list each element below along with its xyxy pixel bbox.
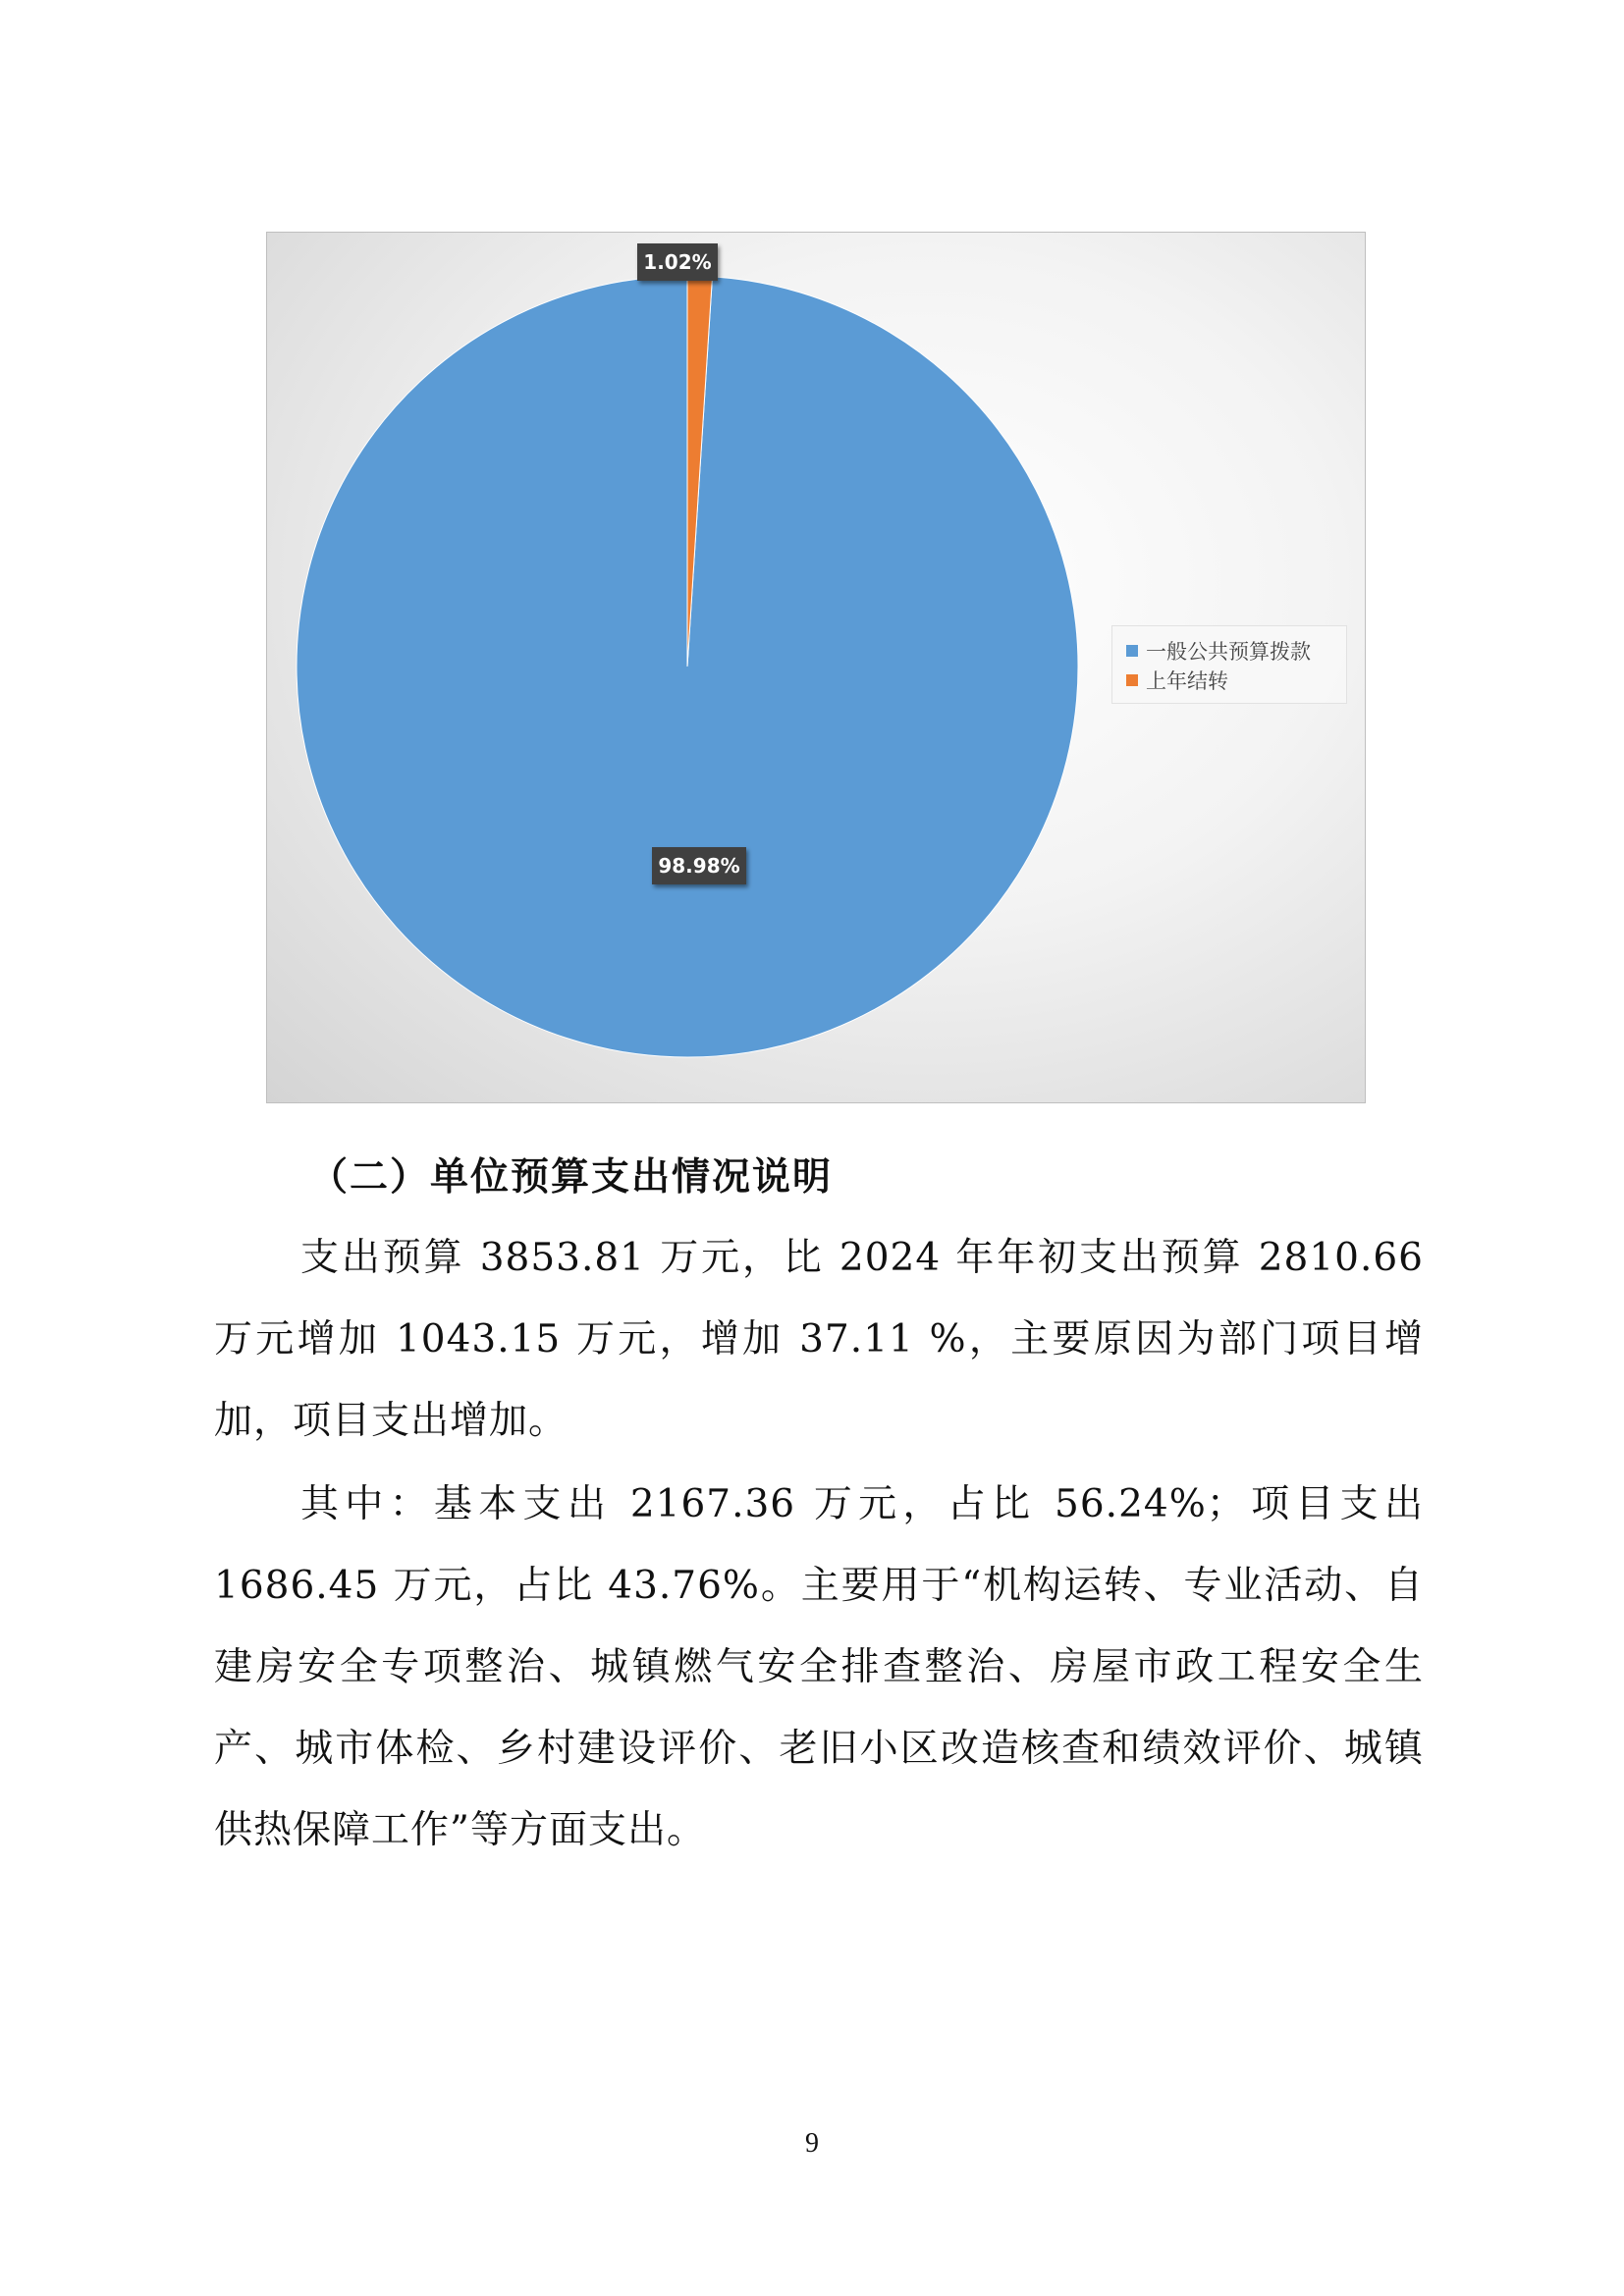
page-number: 9 [805, 2128, 819, 2159]
legend-label-general-budget: 一般公共预算拨款 [1146, 640, 1311, 664]
data-label-general-budget [652, 847, 746, 884]
legend-label-carryover: 上年结转 [1146, 669, 1228, 693]
legend-swatch-general-budget [1126, 645, 1138, 657]
pie-chart [266, 232, 1366, 1103]
legend-item-carryover [1126, 666, 1346, 695]
section-heading: （二）单位预算支出情况说明 [309, 1154, 834, 1200]
svg-text:1.02%: 1.02% [643, 250, 712, 274]
svg-text:98.98%: 98.98% [658, 854, 740, 878]
paragraph-budget-breakdown: 其中：基本支出 2167.36 万元，占比 56.24%；项目支出 1686.45 万元，占比 43.76%。主要用于“机构运转、专业活动、自建房安全专项整治、城镇燃气安全排查整治、房屋市政工程安全生产、城市体检、乡村建设评价、老旧小区改造核查和绩效评价、城镇供热保障工作”等方面支出。 [214, 1482, 1424, 1852]
chart-legend [1111, 625, 1347, 704]
data-label-carryover [637, 243, 718, 281]
legend-swatch-carryover [1126, 674, 1138, 686]
paragraph-budget-summary: 支出预算 3853.81 万元，比 2024 年年初支出预算 2810.66 万元增加 1043.15 万元，增加 37.11 %，主要原因为部门项目增加，项目支出增加。 [214, 1236, 1424, 1443]
legend-item-general-budget [1126, 636, 1346, 666]
